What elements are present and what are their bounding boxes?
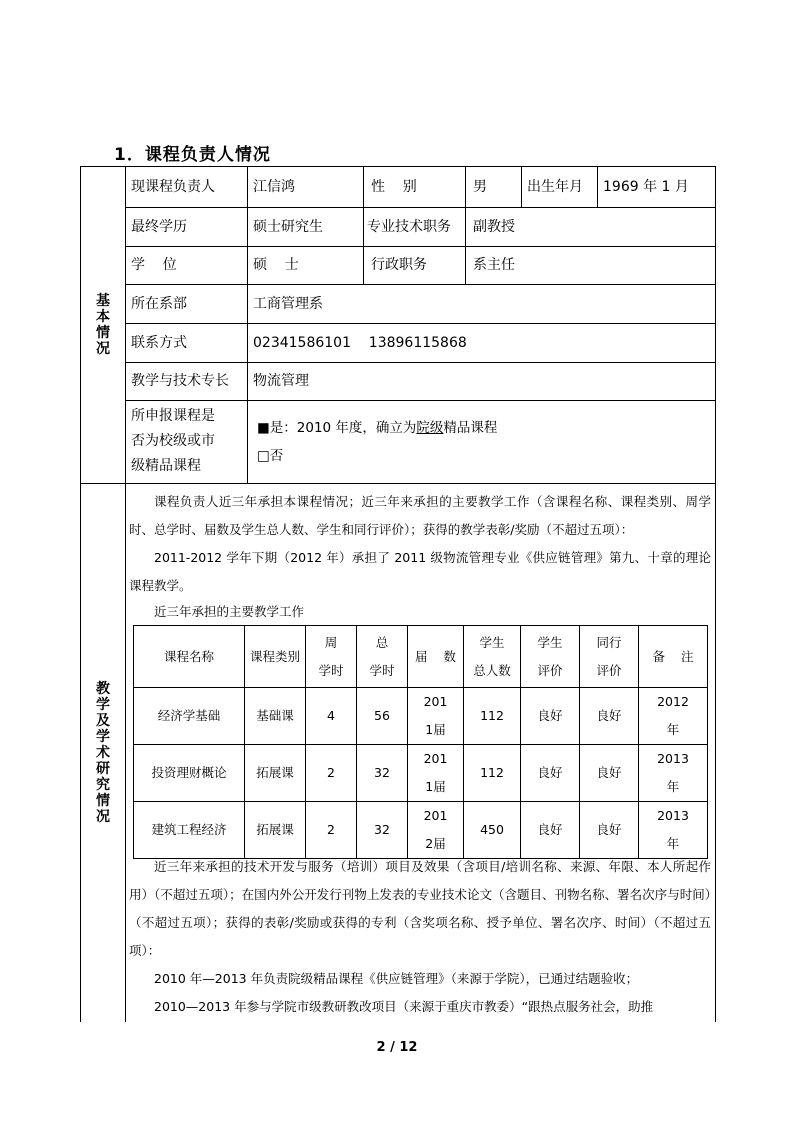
label-line: 级精品课程 <box>131 458 201 474</box>
cell-total: 32 <box>357 745 408 802</box>
option-no[interactable] <box>257 442 283 470</box>
cell-remarks: 2013年 <box>639 745 708 802</box>
cell-students: 112 <box>464 688 521 745</box>
cell-students: 450 <box>464 802 521 859</box>
degree-label: 学 位 <box>131 257 177 273</box>
gender-label: 性 别 <box>371 179 417 195</box>
cell-student-eval: 良好 <box>521 745 580 802</box>
table-row <box>134 802 708 859</box>
table-caption: 近三年承担的主要教学工作 <box>154 604 305 619</box>
label-line: 所申报课程是 <box>131 408 215 424</box>
th-weekly-hours: 周 学时 <box>306 626 357 688</box>
cell-type: 拓展课 <box>245 802 306 859</box>
side-char: 基 <box>96 293 110 309</box>
table-row <box>134 745 708 802</box>
th-peer-eval: 同行 评价 <box>580 626 639 688</box>
side-char: 究 <box>96 776 110 793</box>
option-yes-level: 院级 <box>416 419 444 436</box>
department-label: 所在系部 <box>131 295 187 312</box>
gender-value: 男 <box>473 179 487 195</box>
side-char: 教 <box>96 680 110 697</box>
cell-peer-eval: 良好 <box>580 802 639 859</box>
side-char: 况 <box>96 808 110 825</box>
table-row <box>134 688 708 745</box>
th-student-eval: 学生 评价 <box>521 626 580 688</box>
side-char: 研 <box>96 760 110 777</box>
degree-value: 硕 士 <box>253 257 299 273</box>
th-total-hours: 总 学时 <box>357 626 408 688</box>
teaching-para2: 2011-2012 学年下期（2012 年）承担了 2011 级物流管理专业《供应链管理》第九、十章的理论课程教学。 <box>129 550 711 593</box>
teaching-projects-block <box>129 853 711 1021</box>
admin-position-label: 行政职务 <box>371 257 427 273</box>
side-char: 情 <box>96 792 110 809</box>
education-label: 最终学历 <box>131 218 187 235</box>
cell-peer-eval: 良好 <box>580 688 639 745</box>
cell-weekly: 2 <box>306 745 357 802</box>
admin-position-value: 系主任 <box>473 257 515 273</box>
option-yes[interactable] <box>257 414 497 442</box>
cell-course: 经济学基础 <box>134 688 245 745</box>
th-student-count: 学生 总人数 <box>464 626 521 688</box>
education-value: 硕士研究生 <box>253 218 323 235</box>
side-char: 本 <box>96 309 110 325</box>
teaching-side-label <box>81 483 125 1022</box>
cell-student-eval: 良好 <box>521 802 580 859</box>
leader-label: 现课程负责人 <box>131 179 215 195</box>
cell-total: 32 <box>357 802 408 859</box>
cell-course: 投资理财概论 <box>134 745 245 802</box>
side-char: 况 <box>96 341 110 357</box>
page-number: 2 / 12 <box>376 1040 418 1055</box>
professional-title-label: 专业技术职务 <box>367 218 451 235</box>
label-line: 否为校级或市 <box>131 433 215 449</box>
checkbox-empty-icon[interactable]: □ <box>257 447 270 464</box>
cell-remarks: 2012年 <box>639 688 708 745</box>
expertise-label: 教学与技术专长 <box>131 373 229 389</box>
cell-remarks: 2013年 <box>639 802 708 859</box>
cell-total: 56 <box>357 688 408 745</box>
excellent-course-options <box>257 400 497 483</box>
cell-weekly: 4 <box>306 688 357 745</box>
cell-course: 建筑工程经济 <box>134 802 245 859</box>
side-char: 及 <box>96 712 110 729</box>
teaching-para5: 2010—2013 年参与学院市级教研教改项目（来源于重庆市教委）“跟热点服务社会，助推 <box>154 999 654 1014</box>
course-leader-form <box>80 166 716 1022</box>
side-char: 术 <box>96 744 110 761</box>
cell-student-eval: 良好 <box>521 688 580 745</box>
side-char: 学 <box>96 728 110 745</box>
option-yes-text: 是：2010 年度，确立为 <box>269 419 417 436</box>
cell-type: 拓展课 <box>245 745 306 802</box>
side-char: 学 <box>96 696 110 713</box>
section-title: 1．课程负责人情况 <box>114 145 271 165</box>
cell-session: 2011届 <box>408 688 464 745</box>
birth-value: 1969 年 1 月 <box>603 179 689 195</box>
cell-weekly: 2 <box>306 802 357 859</box>
th-sessions: 届 数 <box>408 626 464 688</box>
table-header-row <box>134 626 708 688</box>
cell-session: 2011届 <box>408 745 464 802</box>
option-no-text: 否 <box>269 447 284 464</box>
department-value: 工商管理系 <box>253 295 323 312</box>
th-course-type: 课程类别 <box>245 626 306 688</box>
contact-label: 联系方式 <box>131 334 187 351</box>
side-char: 情 <box>96 325 110 341</box>
leader-name: 江信鸿 <box>253 179 295 195</box>
checkbox-checked-icon[interactable]: ■ <box>257 419 270 436</box>
basic-info-side-label <box>81 167 125 483</box>
cell-students: 112 <box>464 745 521 802</box>
contact-value: 02341586101 13896115868 <box>253 334 467 351</box>
teaching-para4: 2010 年—2013 年负责院级精品课程《供应链管理》（来源于学院），已通过结题验收； <box>154 971 639 986</box>
teaching-intro: 课程负责人近三年承担本课程情况；近三年来承担的主要教学工作（含课程名称、课程类别、周学时、总学时、届数及学生总人数、学生和同行评价）；获得的教学表彰/奖励（不超过五项）： <box>129 494 711 537</box>
professional-title-value: 副教授 <box>473 218 515 235</box>
teaching-work-table <box>133 625 708 859</box>
option-yes-suffix: 精品课程 <box>443 419 498 436</box>
expertise-value: 物流管理 <box>253 373 309 389</box>
teaching-intro-block <box>129 488 711 624</box>
cell-session: 2012届 <box>408 802 464 859</box>
excellent-course-label <box>131 400 215 483</box>
cell-peer-eval: 良好 <box>580 745 639 802</box>
th-course-name: 课程名称 <box>134 626 245 688</box>
teaching-para3: 近三年来承担的技术开发与服务（培训）项目及效果（含项目/培训名称、来源、年限、本人所起作用）（不超过五项）；在国内外公开发行刊物上发表的专业技术论文（含题目、刊物名称、署名次序与时间）（不超过五项）；获得的表彰/奖励或获得的专利（含奖项名称、授予单位、署名次序、时间）（不超过五项）： <box>129 859 711 958</box>
th-remarks: 备 注 <box>639 626 708 688</box>
cell-type: 基础课 <box>245 688 306 745</box>
birth-label: 出生年月 <box>527 179 583 195</box>
